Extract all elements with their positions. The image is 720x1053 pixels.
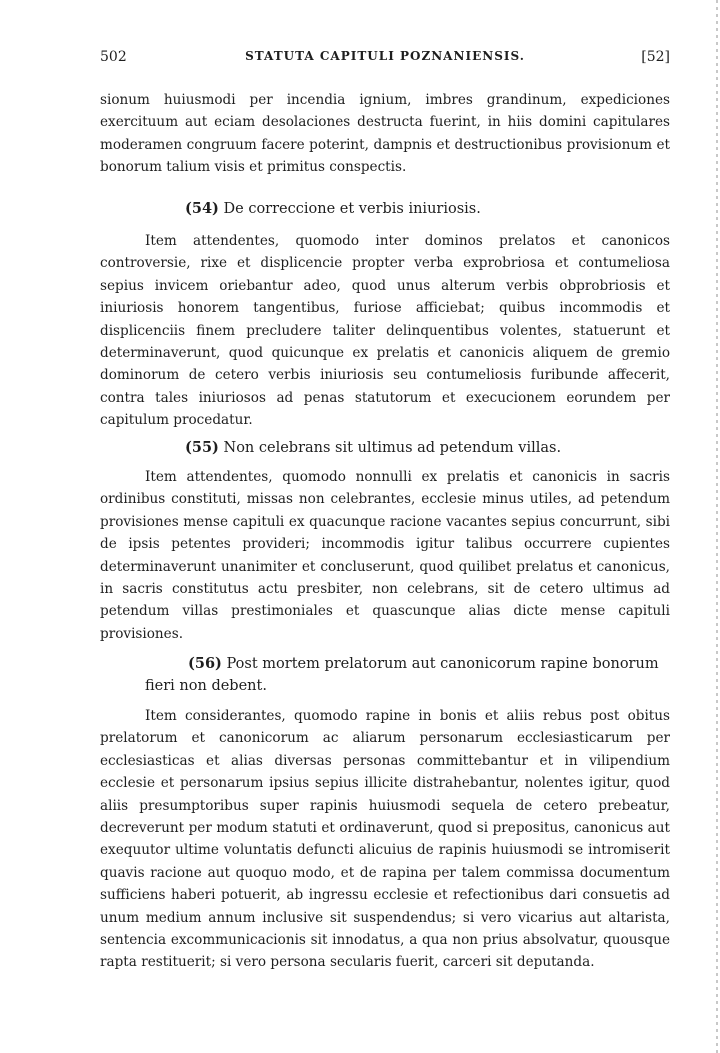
page-number: 502 bbox=[100, 49, 127, 65]
section-heading-title: Post mortem prelatorum aut canonicorum rapine bonorum bbox=[226, 656, 659, 672]
section-number: [52] bbox=[641, 49, 670, 65]
section-text: Item attendentes, quomodo nonnulli ex prelatis et canonicis in sacris ordinibus constituti, missas non celebrantes, ecclesie minus utiles, ad petendum provisiones mense capituli ex quacunque racione vacantes sepius concurrunt, sibi de ipsis petentes provideri; incommodis igitur talibus occurrere cupientes determinaverunt unanimiter et concluserunt, quod quilibet prelatus et canonicus, in sacris constitutus actu presbiter, non celebrans, sit de cetero ultimus ad petendum villas prestimoniales et quascunque alias dicte mense capituli provisiones. bbox=[100, 469, 670, 642]
page-edge-rule bbox=[716, 0, 718, 1053]
section-body-54 bbox=[100, 230, 670, 432]
section-heading-55 bbox=[185, 437, 665, 459]
intro-text: sionum huiusmodi per incendia ignium, imbres grandinum, expediciones exercituum aut eciam desolaciones destructa fuerint, in hiis domini capitulares moderamen congruum facere poterint, dampnis et destructionibus provisionum et bonorum talium visis et primitus conspectis. bbox=[100, 92, 670, 176]
section-heading-number: (55) bbox=[185, 439, 219, 456]
section-text: Item attendentes, quomodo inter dominos prelatos et canonicos controversie, rixe et displicencie propter verba exprobriosa et contumeliosa sepius invicem oriebantur adeo, quod unus alterum verbis obprobriosis et iniuriosis honorem tangentibus, furiose afficiebat; quibus incommodis et displicenciis finem precludere taliter delinquentibus volentes, statuerunt et determinaverunt, quod quicunque ex prelatis et canonicis aliquem de gremio dominorum de cetero verbis iniuriosis seu contumeliosis furibunde affecerit, contra tales iniuriosos ad penas statutorum et execucionem eorundem per capitulum procedatur. bbox=[100, 233, 670, 429]
section-heading-title-continued: fieri non debent. bbox=[145, 678, 267, 695]
section-heading-title: De correccione et verbis iniuriosis. bbox=[223, 201, 481, 217]
page-header bbox=[100, 49, 670, 71]
intro-paragraph bbox=[100, 89, 670, 179]
section-body-56 bbox=[100, 705, 670, 974]
section-heading-title: Non celebrans sit ultimus ad petendum villas. bbox=[223, 440, 562, 456]
running-title: STATUTA CAPITULI POZNANIENSIS. bbox=[245, 49, 525, 63]
section-heading-number: (54) bbox=[185, 200, 219, 217]
section-heading-number: (56) bbox=[188, 655, 222, 672]
section-heading-54 bbox=[185, 198, 665, 220]
section-body-55 bbox=[100, 466, 670, 645]
section-text: Item considerantes, quomodo rapine in bonis et aliis rebus post obitus prelatorum et canonicorum ac aliarum personarum ecclesiasticarum per ecclesiasticas et alias diversas personas committebantur et in vilipendium ecclesie et personarum ipsius sepius illicite distrahebantur, nolentes igitur, quod aliis presumptoribus super rapinis huiusmodi sequela de cetero prebeatur, decreverunt per modum statuti et ordinaverunt, quod si prepositus, canonicus aut exequutor ultime voluntatis defuncti alicuius de rapinis huiusmodi se intromiserit quavis racione aut quoquo modo, et de rapina per talem commissa documentum sufficiens haberi potuerit, ab ingressu ecclesie et refectionibus dari consuetis ad unum medium annum inclusive sit suspendendus; si vero vicarius aut altarista, sentencia excommunicacionis sit innodatus, a qua non prius absolvatur, quousque rapta restituerit; si vero persona secularis fuerit, carceri sit deputanda. bbox=[100, 708, 670, 971]
section-heading-56 bbox=[145, 653, 670, 698]
